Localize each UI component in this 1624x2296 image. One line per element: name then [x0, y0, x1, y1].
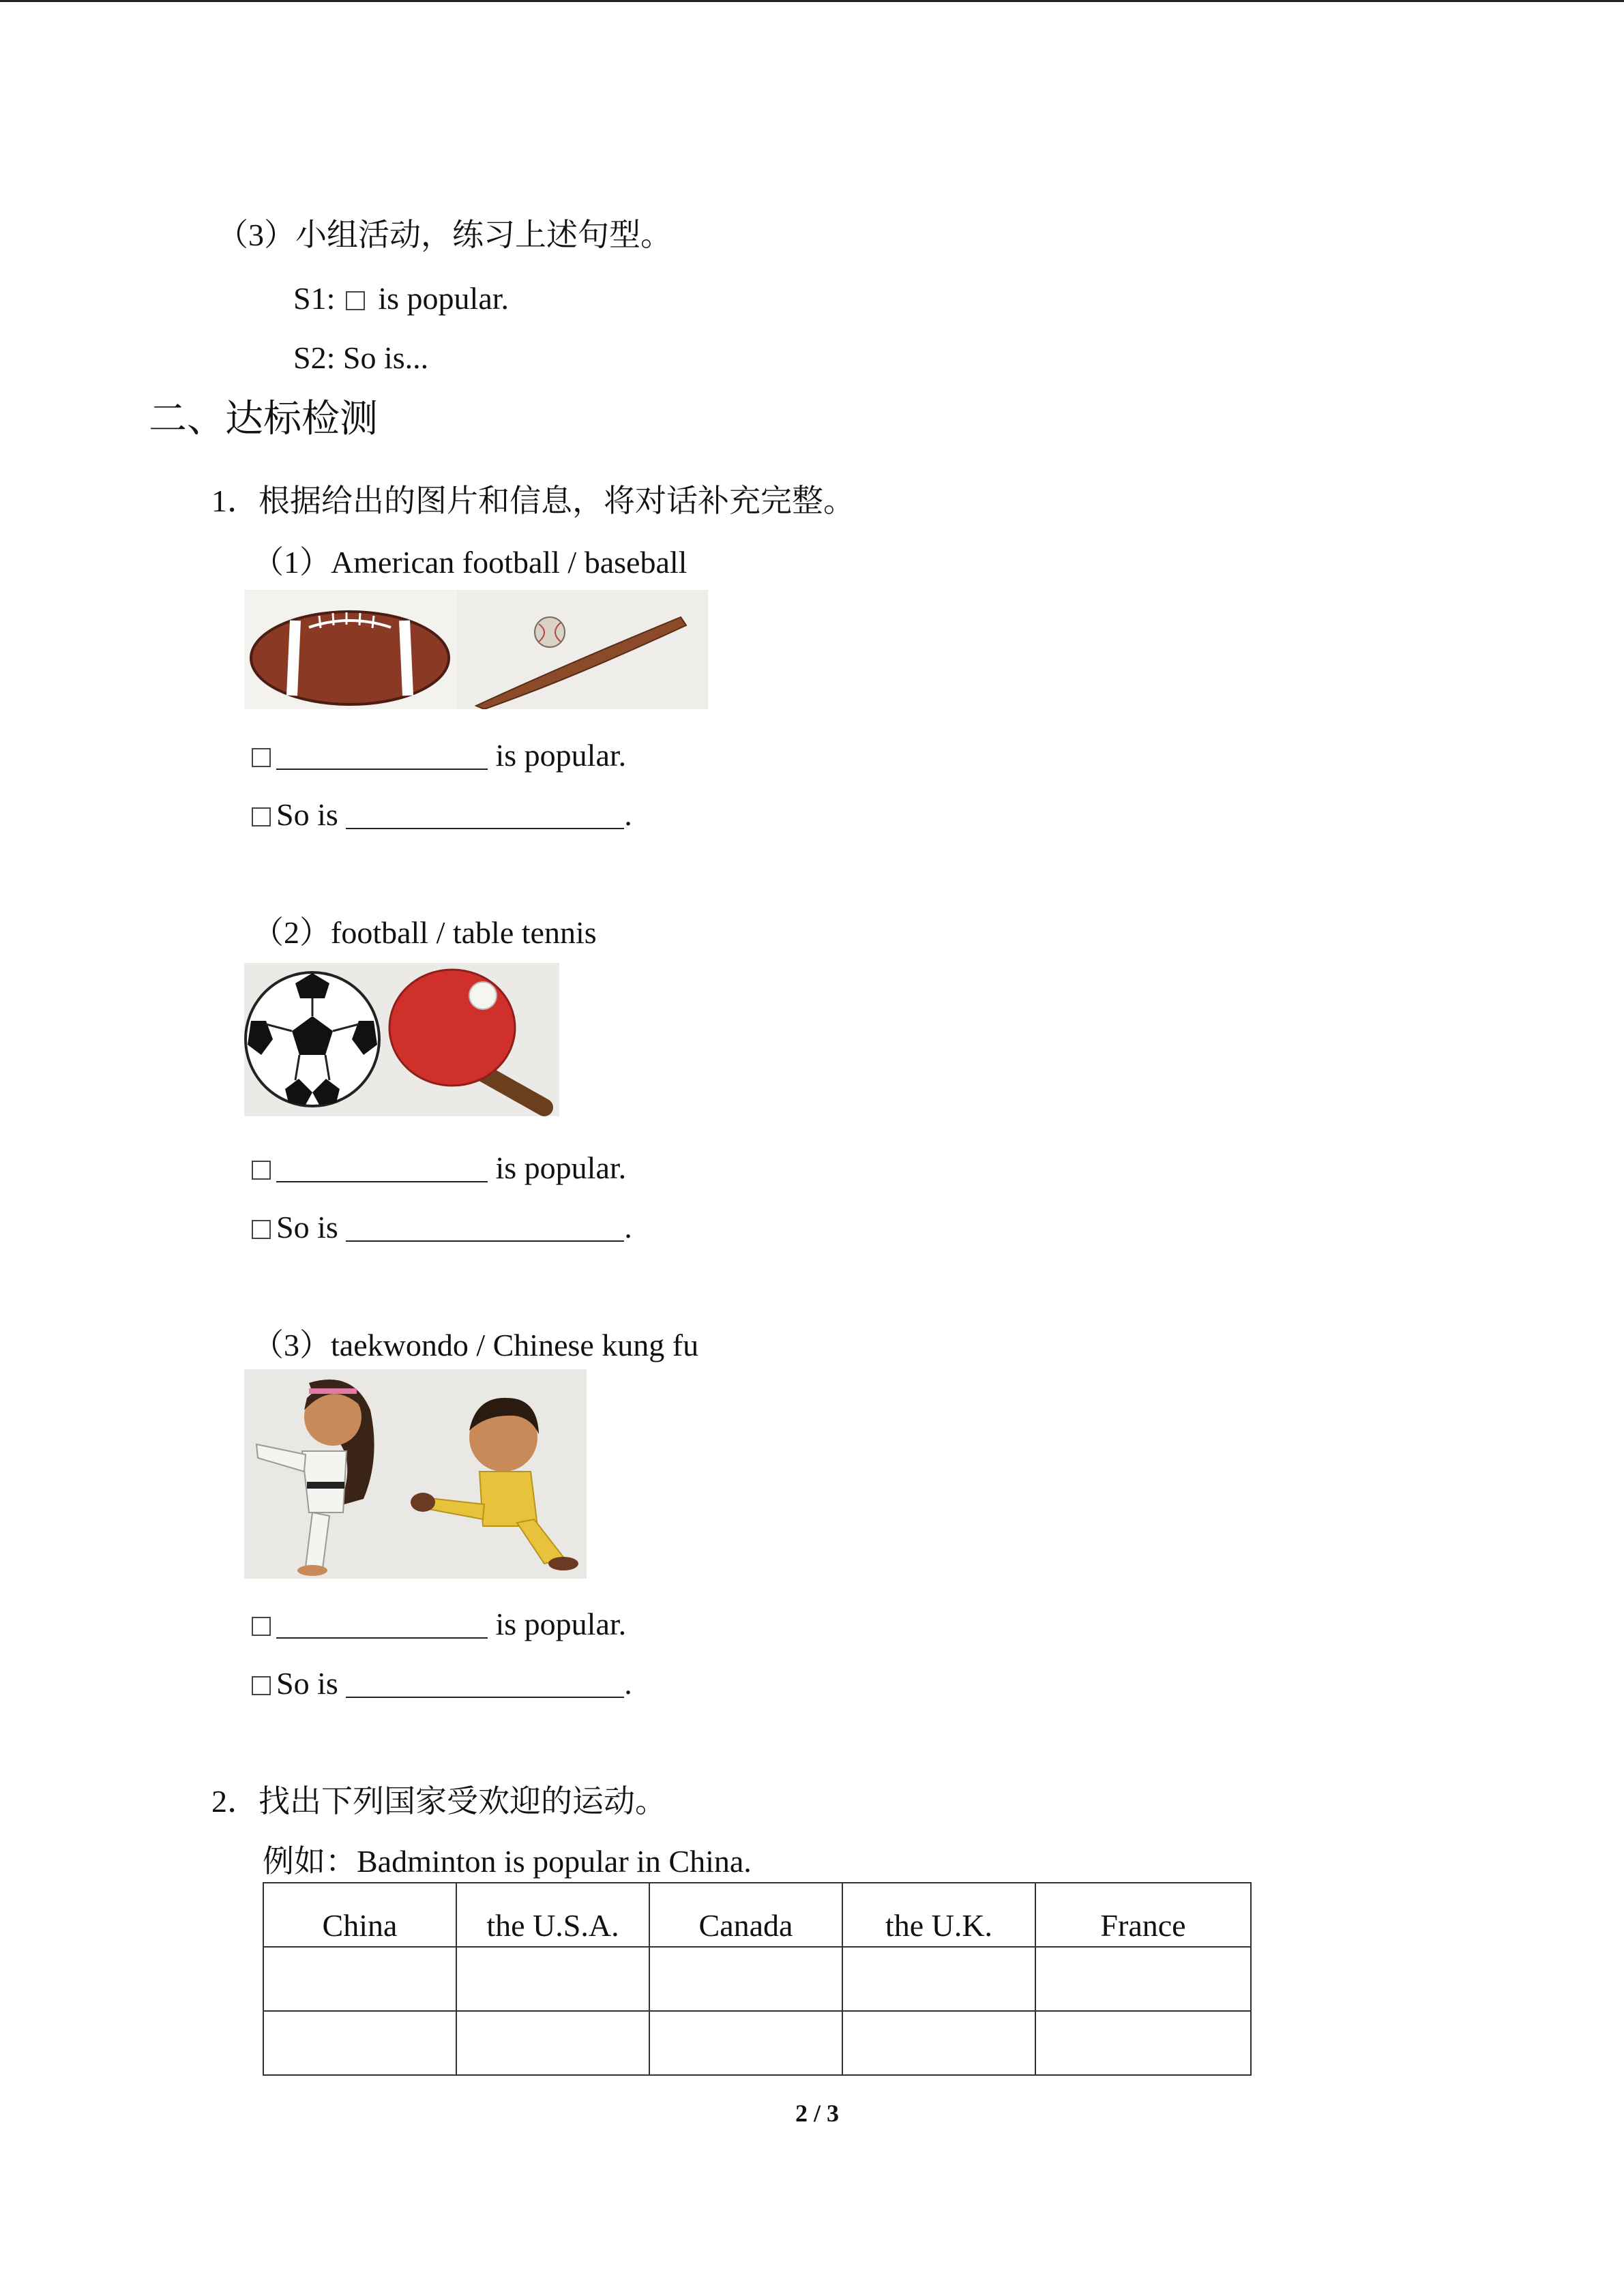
- section-heading: 二、达标检测: [149, 398, 378, 441]
- answer-cell[interactable]: [842, 2011, 1035, 2075]
- line2-end: .: [624, 797, 632, 832]
- column-header: Canada: [649, 1883, 842, 1947]
- group-activity-instruction: （3）小组活动，练习上述句型。: [217, 218, 672, 252]
- line1-suffix: is popular.: [495, 1607, 627, 1641]
- column-header: China: [263, 1883, 456, 1947]
- item3-label: （3）taekwondo / Chinese kung fu: [252, 1328, 699, 1362]
- column-header: the U.K.: [842, 1883, 1035, 1947]
- answer-blank[interactable]: [276, 1154, 488, 1182]
- kung-fu-boy-icon: [411, 1398, 578, 1570]
- answer-cell[interactable]: [649, 2011, 842, 2075]
- soccer-ball-icon: [246, 972, 379, 1106]
- q1-instruction: 1．根据给出的图片和信息，将对话补充完整。: [211, 483, 855, 518]
- checkbox-icon: [252, 1220, 271, 1239]
- ping-pong-paddle-icon: [389, 970, 544, 1107]
- checkbox-icon: [252, 1161, 271, 1180]
- answer-blank[interactable]: [346, 1213, 624, 1242]
- sports-table: [263, 1882, 1252, 2076]
- table-header-row: [263, 1883, 1251, 1947]
- line2-end: .: [624, 1666, 632, 1701]
- checkbox-icon: [252, 748, 271, 767]
- answer-blank[interactable]: [276, 741, 488, 770]
- line1-suffix: is popular.: [495, 1150, 627, 1185]
- item3-picture: [244, 1369, 587, 1579]
- table-row: [263, 1947, 1251, 2011]
- checkbox-icon: [346, 291, 365, 310]
- answer-blank[interactable]: [346, 801, 624, 829]
- checkbox-icon: [252, 807, 271, 826]
- line1-suffix: is popular.: [495, 738, 627, 773]
- answer-cell[interactable]: [842, 1947, 1035, 2011]
- line2-prefix: So is: [276, 1210, 338, 1244]
- answer-blank[interactable]: [346, 1669, 624, 1698]
- answer-cell[interactable]: [456, 2011, 649, 2075]
- q2-example: 例如：Badminton is popular in China.: [263, 1844, 752, 1879]
- answer-cell[interactable]: [263, 1947, 456, 2011]
- page-number: 2 / 3: [795, 2100, 840, 2127]
- answer-blank[interactable]: [276, 1610, 488, 1639]
- line2-end: .: [624, 1210, 632, 1244]
- answer-cell[interactable]: [1035, 2011, 1251, 2075]
- item2-line2: [249, 1207, 632, 1248]
- item1-label: （1）American football / baseball: [252, 545, 688, 580]
- item2-label: （2）football / table tennis: [252, 915, 597, 950]
- table-row: [263, 2011, 1251, 2075]
- item3-line1: [249, 1604, 626, 1645]
- answer-cell[interactable]: [1035, 1947, 1251, 2011]
- sentence-s2: S2: So is...: [293, 340, 429, 375]
- item1-picture: [244, 590, 708, 709]
- line2-prefix: So is: [276, 1666, 338, 1701]
- item1-line1: [249, 735, 626, 776]
- american-football-icon: [244, 590, 708, 709]
- q2-instruction: 2．找出下列国家受欢迎的运动。: [211, 1784, 666, 1819]
- column-header: the U.S.A.: [456, 1883, 649, 1947]
- line2-prefix: So is: [276, 797, 338, 832]
- item1-line2: [249, 794, 632, 835]
- answer-cell[interactable]: [649, 1947, 842, 2011]
- s1-suffix: is popular.: [378, 281, 510, 316]
- checkbox-icon: [252, 1676, 271, 1695]
- item2-picture: [244, 963, 559, 1116]
- page-top-rule: [0, 0, 1624, 2]
- answer-cell[interactable]: [456, 1947, 649, 2011]
- checkbox-icon: [252, 1617, 271, 1636]
- answer-cell[interactable]: [263, 2011, 456, 2075]
- taekwondo-girl-icon: [256, 1380, 374, 1576]
- sentence-s1: [293, 278, 509, 319]
- s1-prefix: S1:: [293, 281, 336, 316]
- item2-line1: [249, 1148, 626, 1189]
- item3-line2: [249, 1663, 632, 1704]
- column-header: France: [1035, 1883, 1251, 1947]
